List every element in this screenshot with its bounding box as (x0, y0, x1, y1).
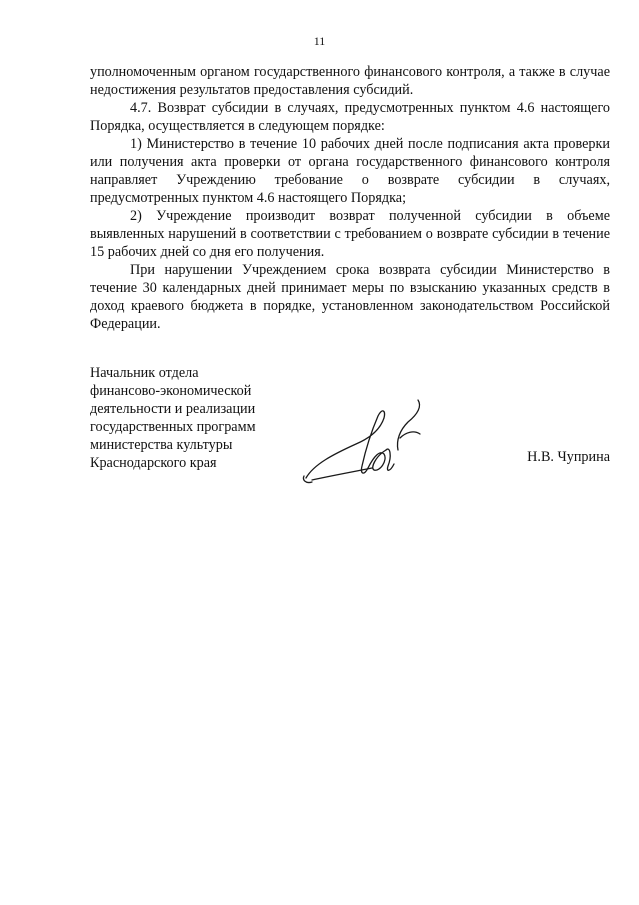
position-line: финансово-экономической (90, 383, 252, 399)
paragraph-violation: При нарушении Учреждением срока возврата субсидии Министерство в течение 30 календарных дней принимает меры по взысканию указанных средств в доход краевого бюджета в порядке, установленном законодательством Российской Федерации. (90, 262, 610, 332)
signer-name: Н.В. Чуприна (527, 449, 610, 465)
paragraph-continuation: уполномоченным органом государственного финансового контроля, а также в случае недостижения результатов предоставления субсидий. (90, 64, 610, 98)
position-line: деятельности и реализации (90, 401, 256, 417)
position-line: государственных программ (90, 419, 256, 435)
paragraph-item-1: 1) Министерство в течение 10 рабочих дней после подписания акта проверки или получения акта проверки от органа государственного финансового контроля направляет Учреждению требование о возврате субсидии в случаях, предусмотренных пунктом 4.6 настоящего Порядка; (90, 136, 610, 206)
position-line: Начальник отдела (90, 365, 199, 381)
signer-position (90, 364, 330, 472)
handwritten-signature (300, 392, 435, 492)
paragraph-4-7: 4.7. Возврат субсидии в случаях, предусмотренных пунктом 4.6 настоящего Порядка, осуществляется в следующем порядке: (90, 100, 610, 134)
position-line: Краснодарского края (90, 455, 217, 471)
page-number: 11 (313, 34, 326, 48)
paragraph-item-2: 2) Учреждение производит возврат полученной субсидии в объеме выявленных нарушений в соответствии с требованием о возврате субсидии в течение 15 рабочих дней со дня его получения. (90, 208, 610, 260)
position-line: министерства культуры (90, 437, 233, 453)
document-body (90, 63, 610, 333)
